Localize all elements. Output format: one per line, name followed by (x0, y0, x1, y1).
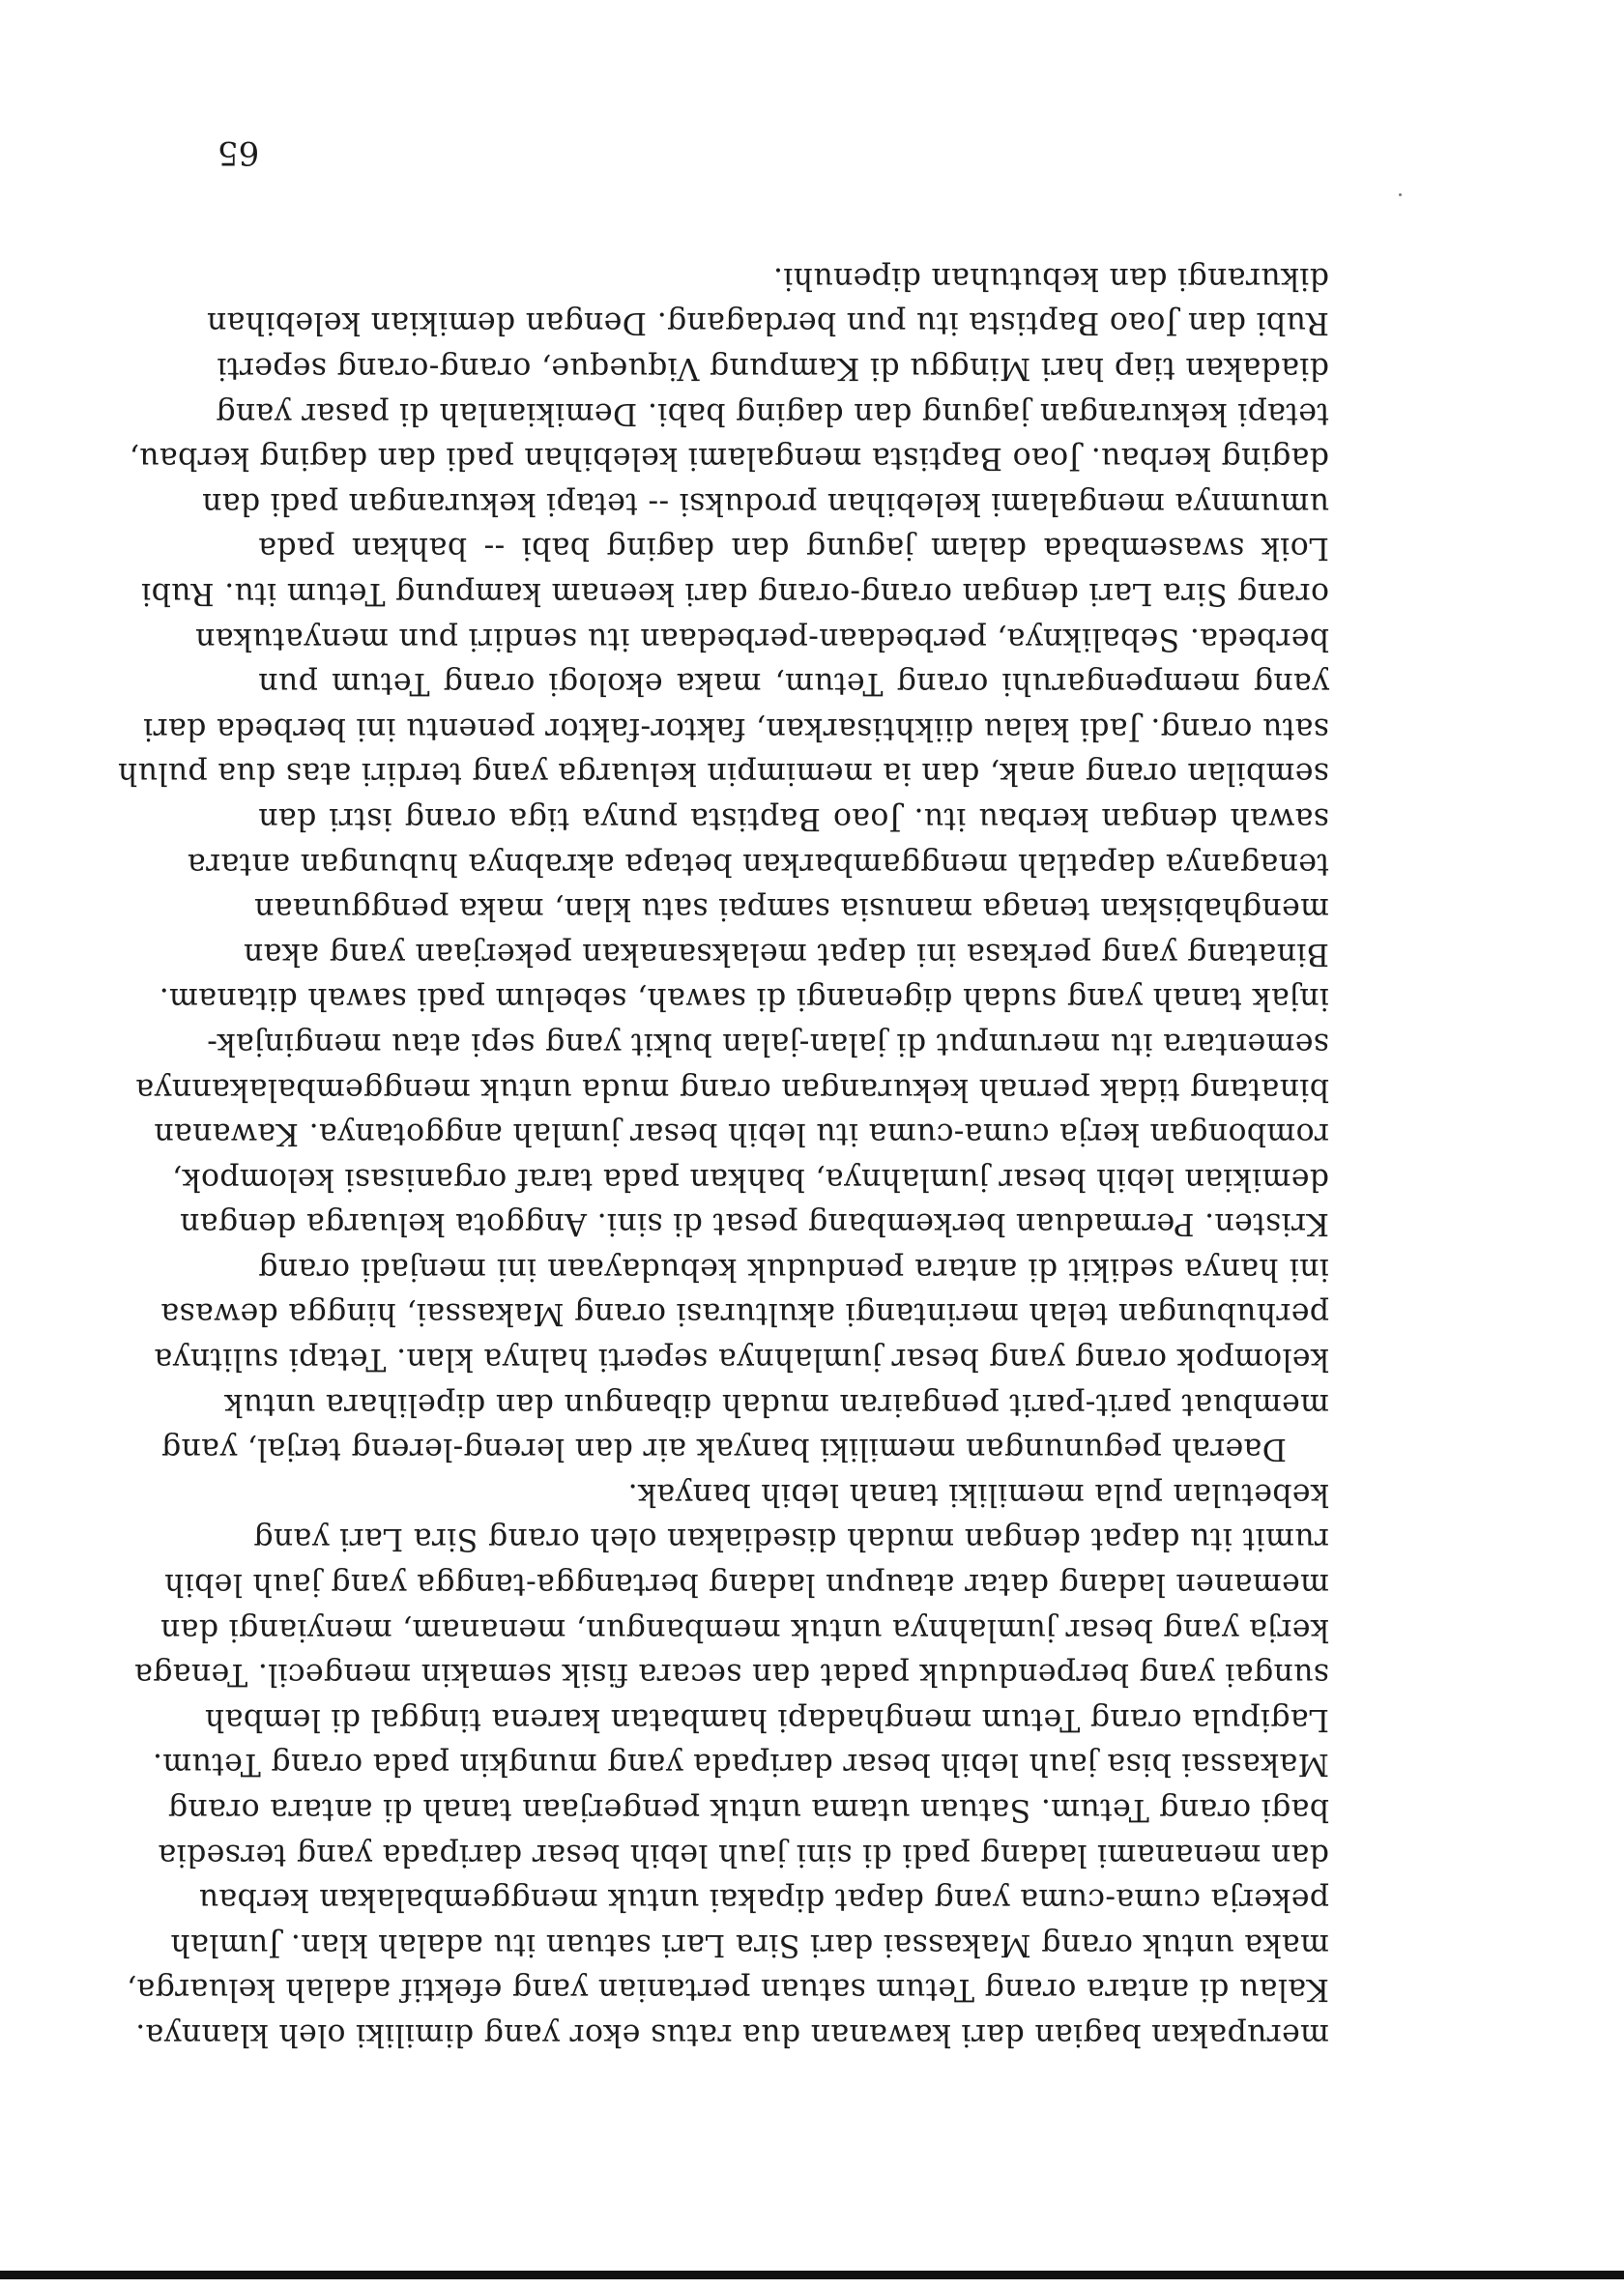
text-line: Lagipula orang Tetum menghadapi hambatan karena tinggal di lembah (204, 1701, 1329, 1737)
text-line: demikian lebih besar jumlahnya, bahkan pada taraf organisasi kelompok, (171, 1161, 1329, 1197)
text-line: tetapi kekurangan jagung dan daging babi. Demikianlah di pasar yang (216, 395, 1329, 431)
text-line: Loik swasembada dalam jagung dan daging babi -- bahkan pada (258, 531, 1329, 566)
text-line: sembilan orang anak, dan ia memimpin keluarga yang terdiri atas dua puluh (117, 756, 1329, 792)
text-line: Daerah pegunungan memiliki banyak air dan lereng-lereng terjal, yang (160, 1432, 1287, 1467)
text-line: memanen ladang datar ataupun ladang bertangga-tangga yang jauh lebih (163, 1567, 1329, 1603)
text-line: umumnya mengalami kelebihan produksi -- tetapi kekurangan padi dan (201, 485, 1329, 521)
text-line: maka untuk orang Makassai dari Sira Lari satuan itu adalah klan. Jumlah (170, 1927, 1329, 1962)
text-line: bagi orang Tetum. Satuan utama untuk pengerjaan tanah di antara orang (167, 1792, 1329, 1828)
text-line: Makassai bisa jauh lebih besar daripada yang mungkin pada orang Tetum. (152, 1747, 1329, 1782)
text-line: injak tanah yang sudah digenangi di sawah, sebelum padi sawah ditanam. (159, 981, 1329, 1017)
text-line: dan menanami ladang padi di sini jauh lebih besar daripada yang tersedia (158, 1837, 1329, 1872)
scan-speck (1399, 193, 1402, 196)
body-text (117, 255, 1329, 2057)
text-line: rumit itu dapat dengan mudah disediakan oleh orang Sira Lari yang (253, 1521, 1329, 1557)
text-line: Kalau di antara orang Tetum satuan pertanian yang efektif adalah keluarga, (126, 1972, 1329, 2008)
text-line: kelompok orang yang besar jumlahnya seperti halnya klan. Tetapi sulitnya (154, 1342, 1329, 1377)
page-number: 65 (218, 133, 260, 172)
text-line: satu orang. Jadi kalau diikhtisarkan, faktor-faktor penentu ini berbeda dari (142, 710, 1329, 746)
text-line: rombongan kerja cuma-cuma itu lebih besar jumlah anggotanya. Kawanan (154, 1116, 1329, 1152)
text-line: Rubi dan Joao Baptista itu pun berdagang. Dengan demikian kelebihan (206, 305, 1329, 341)
text-line: sementara itu merumput di jalan-jalan bukit yang sepi atau menginjak- (206, 1026, 1329, 1061)
text-line: yang mempengaruhi orang Tetum, maka ekologi orang Tetum pun (258, 666, 1329, 702)
text-line: dikurangi dan kebutuhan dipenuhi. (772, 260, 1329, 296)
text-line: orang Sira Lari dengan orang-orang dari keenam kampung Tetum itu. Rubi (140, 576, 1329, 611)
text-line: berbeda. Sebaliknya, perbedaan-perbedaan itu sendiri pun menyatukan (194, 621, 1329, 656)
text-line: merupakan bagian dari kawanan dua ratus ekor yang dimiliki oleh klannya. (134, 2017, 1329, 2052)
text-line: Kristen. Permaduan berkembang pesat di sini. Anggota keluarga dengan (179, 1206, 1329, 1242)
text-line: pekerja cuma-cuma yang dapat dipakai untuk menggembalakan kerbau (198, 1882, 1329, 1918)
text-line: menghabiskan tenaga manusia sampai satu klan, maka penggunaan (253, 891, 1329, 927)
text-line: perhubungan telah merintangi akulturasi orang Makassai, hingga dewasa (160, 1296, 1329, 1332)
text-line: tenaganya dapatlah menggambarkan betapa akrabnya hubungan antara (187, 846, 1329, 882)
scan-edge-bar (0, 2271, 1624, 2279)
text-line: kebetulan pula memiliki tanah lebih banyak. (627, 1476, 1329, 1512)
text-line: sawah dengan kerbau itu. Joao Baptista punya tiga orang istri dan (258, 800, 1329, 836)
text-line: binatang tidak pernah kekurangan orang muda untuk menggembalakannya (135, 1071, 1329, 1107)
text-line: membuat parit-parit pengairan mudah dibangun dan dipelihara untuk (223, 1386, 1329, 1422)
text-line: Binatang yang perkasa ini dapat melaksanakan pekerjaan yang akan (243, 936, 1329, 971)
text-line: ini hanya sedikit di antara penduduk kebudayaan ini menjadi orang (258, 1251, 1329, 1287)
text-line: daging kerbau. Joao Baptista mengalami kelebihan padi dan daging kerbau, (129, 441, 1329, 477)
text-line: diadakan tiap hari Minggu di Kampung Viqueque, orang-orang seperti (217, 351, 1329, 387)
text-line: sungai yang berpenduduk padat dan secara fisik semakin mengecil. Tenaga (133, 1657, 1329, 1693)
text-line: kerja yang besar jumlahnya untuk membangun, menanam, menyiangi dan (160, 1611, 1329, 1647)
